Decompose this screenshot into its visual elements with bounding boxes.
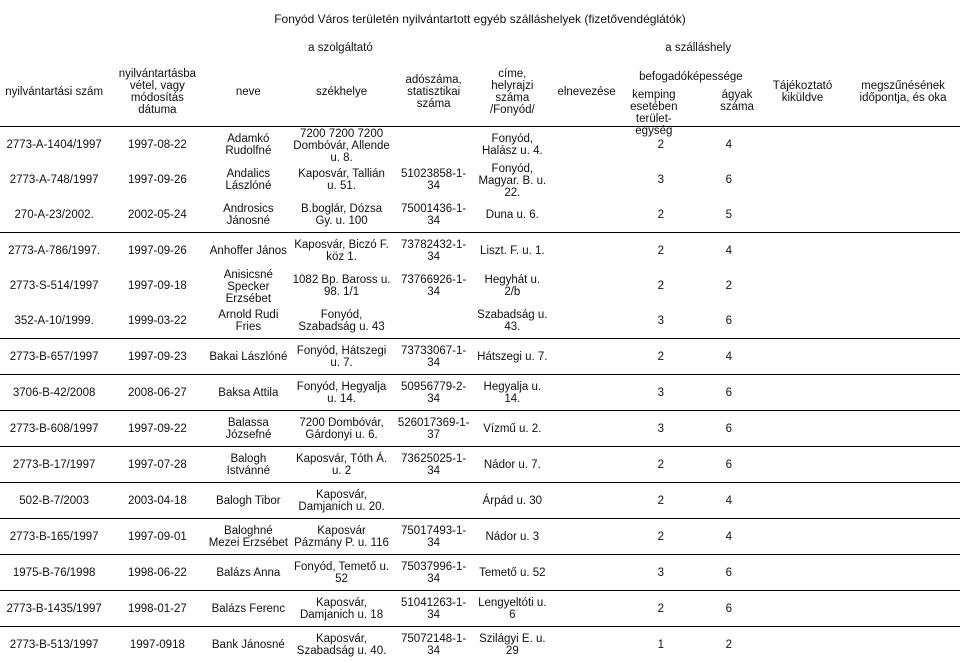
seat-cell: Kaposvár, Tóth Á. u. 2 <box>290 447 393 483</box>
col-header-camping: kemping esetében terület-egység <box>625 89 683 113</box>
rooms-cell: 2 <box>623 233 699 269</box>
info-cell <box>759 591 801 627</box>
group-header-provider: a szolgáltató <box>206 38 474 58</box>
termination-cell <box>846 233 960 269</box>
tax-no-cell: 75017493-1-34 <box>393 519 474 555</box>
designation-cell <box>550 591 623 627</box>
reg-no-cell: 2773-S-514/1997 <box>0 268 108 303</box>
table-row <box>0 233 960 269</box>
info-cell-2 <box>801 627 846 662</box>
name-cell: Bakai Lászlóné <box>206 339 290 375</box>
beds-cell: 5 <box>699 197 759 233</box>
name-cell: Anisicsné Specker Erzsébet <box>206 268 290 303</box>
col-header-seat: székhelye <box>290 58 393 127</box>
reg-no-cell: 3706-B-42/2008 <box>0 375 108 411</box>
tax-no-cell: 526017369-1-37 <box>393 411 474 447</box>
info-cell-2 <box>801 268 846 303</box>
rooms-cell: 3 <box>623 555 699 591</box>
reg-no-cell: 2773-B-657/1997 <box>0 339 108 375</box>
table-body <box>0 127 960 662</box>
name-cell: Balázs Anna <box>206 555 290 591</box>
termination-cell <box>846 197 960 233</box>
seat-cell: Fonyód, Hátszegi u. 7. <box>290 339 393 375</box>
reg-date-cell: 1997-09-22 <box>108 411 206 447</box>
address-cell: Hegyhát u. 2/b <box>474 268 550 303</box>
reg-date-cell: 1997-0918 <box>108 627 206 662</box>
info-cell-2 <box>801 197 846 233</box>
info-cell <box>759 411 801 447</box>
seat-cell: 1082 Bp. Baross u. 98. 1/1 <box>290 268 393 303</box>
beds-cell: 4 <box>699 519 759 555</box>
col-header-name: neve <box>206 58 290 127</box>
address-cell: Nádor u. 3 <box>474 519 550 555</box>
group-header-accommodation: a szálláshely <box>550 38 846 58</box>
info-cell-2 <box>801 591 846 627</box>
designation-cell <box>550 197 623 233</box>
col-header-tax-no: adószáma, statisztikai száma <box>393 58 474 127</box>
info-cell <box>759 303 801 339</box>
seat-cell: Kaposvár, Damjanich u. 20. <box>290 483 393 519</box>
info-cell-2 <box>801 339 846 375</box>
reg-no-cell: 270-A-23/2002. <box>0 197 108 233</box>
header-column-row <box>0 58 960 127</box>
name-cell: Bank Jánosné <box>206 627 290 662</box>
tax-no-cell: 75001436-1-34 <box>393 197 474 233</box>
designation-cell <box>550 162 623 197</box>
designation-cell <box>550 627 623 662</box>
address-cell: Fonyód, Magyar. B. u. 22. <box>474 162 550 197</box>
table-row <box>0 519 960 555</box>
designation-cell <box>550 127 623 163</box>
reg-date-cell: 1998-06-22 <box>108 555 206 591</box>
seat-cell: Kaposvár, Tallián u. 51. <box>290 162 393 197</box>
reg-no-cell: 2773-B-17/1997 <box>0 447 108 483</box>
table-row <box>0 483 960 519</box>
tax-no-cell: 75072148-1-34 <box>393 627 474 662</box>
reg-no-cell: 2773-A-1404/1997 <box>0 127 108 163</box>
rooms-cell: 2 <box>623 519 699 555</box>
info-cell-2 <box>801 233 846 269</box>
termination-cell <box>846 411 960 447</box>
address-cell: Hegyalja u. 14. <box>474 375 550 411</box>
designation-cell <box>550 233 623 269</box>
seat-cell: Fonyód, Hegyalja u. 14. <box>290 375 393 411</box>
tax-no-cell <box>393 483 474 519</box>
info-cell-2 <box>801 162 846 197</box>
col-header-termination: megszűnésének időpontja, és oka <box>846 58 960 127</box>
beds-cell: 6 <box>699 555 759 591</box>
reg-date-cell: 1997-09-26 <box>108 162 206 197</box>
name-cell: Andalics Lászlóné <box>206 162 290 197</box>
name-cell: Balassa Józsefné <box>206 411 290 447</box>
rooms-cell: 2 <box>623 447 699 483</box>
reg-date-cell: 1999-03-22 <box>108 303 206 339</box>
info-cell <box>759 519 801 555</box>
tax-no-cell <box>393 127 474 163</box>
tax-no-cell <box>393 303 474 339</box>
info-cell <box>759 268 801 303</box>
designation-cell <box>550 411 623 447</box>
termination-cell <box>846 447 960 483</box>
table-row <box>0 447 960 483</box>
rooms-cell: 3 <box>623 375 699 411</box>
seat-cell: Fonyód, Szabadság u. 43 <box>290 303 393 339</box>
col-header-reg-date: nyilvántartásba vétel, vagy módosítás dátuma <box>108 58 206 127</box>
table-row <box>0 555 960 591</box>
designation-cell <box>550 268 623 303</box>
tax-no-cell: 50956779-2-34 <box>393 375 474 411</box>
address-cell: Duna u. 6. <box>474 197 550 233</box>
info-cell <box>759 162 801 197</box>
rooms-cell: 2 <box>623 339 699 375</box>
tax-no-cell: 51023858-1-34 <box>393 162 474 197</box>
beds-cell: 4 <box>699 127 759 163</box>
tax-no-cell: 51041263-1-34 <box>393 591 474 627</box>
reg-date-cell: 1997-09-18 <box>108 268 206 303</box>
termination-cell <box>846 627 960 662</box>
reg-date-cell: 1997-07-28 <box>108 447 206 483</box>
page-title: Fonyód Város területén nyilvántartott egyéb szálláshelyek (fizetővendéglátók) <box>0 0 960 38</box>
reg-date-cell: 1997-08-22 <box>108 127 206 163</box>
info-cell <box>759 555 801 591</box>
address-cell: Liszt. F. u. 1. <box>474 233 550 269</box>
seat-cell: 7200 7200 7200 Dombóvár, Allende u. 8. <box>290 127 393 163</box>
col-header-capacity <box>623 58 759 127</box>
seat-cell: 7200 Dombóvár, Gárdonyi u. 6. <box>290 411 393 447</box>
table-row <box>0 375 960 411</box>
designation-cell <box>550 483 623 519</box>
info-cell <box>759 483 801 519</box>
info-cell <box>759 127 801 163</box>
accommodation-table <box>0 38 960 662</box>
info-cell-2 <box>801 447 846 483</box>
designation-cell <box>550 303 623 339</box>
rooms-cell: 3 <box>623 162 699 197</box>
termination-cell <box>846 268 960 303</box>
table-row <box>0 268 960 303</box>
termination-cell <box>846 127 960 163</box>
reg-no-cell: 2773-A-748/1997 <box>0 162 108 197</box>
address-cell: Nádor u. 7. <box>474 447 550 483</box>
address-cell: Fonyód, Halász u. 4. <box>474 127 550 163</box>
termination-cell <box>846 303 960 339</box>
reg-no-cell: 352-A-10/1999. <box>0 303 108 339</box>
reg-date-cell: 1997-09-01 <box>108 519 206 555</box>
designation-cell <box>550 447 623 483</box>
beds-cell: 4 <box>699 233 759 269</box>
table-row <box>0 339 960 375</box>
table-row <box>0 591 960 627</box>
col-header-address: címe, helyrajzi száma /Fonyód/ <box>474 58 550 127</box>
address-cell: Hátszegi u. 7. <box>474 339 550 375</box>
table-row <box>0 127 960 163</box>
info-cell <box>759 233 801 269</box>
table-row <box>0 627 960 662</box>
beds-cell: 6 <box>699 375 759 411</box>
name-cell: Baloghné Mezei Erzsébet <box>206 519 290 555</box>
tax-no-cell: 73625025-1-34 <box>393 447 474 483</box>
designation-cell <box>550 555 623 591</box>
termination-cell <box>846 519 960 555</box>
tax-no-cell: 73733067-1-34 <box>393 339 474 375</box>
name-cell: Balogh Tibor <box>206 483 290 519</box>
info-cell-2 <box>801 127 846 163</box>
info-cell <box>759 197 801 233</box>
rooms-cell: 3 <box>623 411 699 447</box>
name-cell: Balázs Ferenc <box>206 591 290 627</box>
termination-cell <box>846 591 960 627</box>
table-row <box>0 197 960 233</box>
tax-no-cell: 73782432-1-34 <box>393 233 474 269</box>
reg-no-cell: 2773-B-608/1997 <box>0 411 108 447</box>
seat-cell: B.boglár, Dózsa Gy. u. 100 <box>290 197 393 233</box>
info-cell-2 <box>801 411 846 447</box>
tax-no-cell: 75037996-1-34 <box>393 555 474 591</box>
beds-cell: 6 <box>699 303 759 339</box>
designation-cell <box>550 339 623 375</box>
termination-cell <box>846 483 960 519</box>
beds-cell: 2 <box>699 627 759 662</box>
tax-no-cell: 73766926-1-34 <box>393 268 474 303</box>
reg-no-cell: 2773-A-786/1997. <box>0 233 108 269</box>
beds-cell: 6 <box>699 591 759 627</box>
rooms-cell: 1 <box>623 627 699 662</box>
seat-cell: Kaposvár Pázmány P. u. 116 <box>290 519 393 555</box>
address-cell: Szabadság u. 43. <box>474 303 550 339</box>
address-cell: Szilágyi E. u. 29 <box>474 627 550 662</box>
name-cell: Adamkó Rudolfné <box>206 127 290 163</box>
info-cell <box>759 627 801 662</box>
name-cell: Arnold Rudi Fries <box>206 303 290 339</box>
reg-date-cell: 1997-09-23 <box>108 339 206 375</box>
info-cell <box>759 339 801 375</box>
info-cell-2 <box>801 303 846 339</box>
name-cell: Balogh Istvánné <box>206 447 290 483</box>
reg-no-cell: 2773-B-513/1997 <box>0 627 108 662</box>
name-cell: Anhoffer János <box>206 233 290 269</box>
address-cell: Temető u. 52 <box>474 555 550 591</box>
designation-cell <box>550 375 623 411</box>
termination-cell <box>846 162 960 197</box>
seat-cell: Fonyód, Temető u. 52 <box>290 555 393 591</box>
reg-no-cell: 502-B-7/2003 <box>0 483 108 519</box>
info-cell-2 <box>801 375 846 411</box>
reg-date-cell: 1997-09-26 <box>108 233 206 269</box>
beds-cell: 4 <box>699 483 759 519</box>
reg-date-cell: 1998-01-27 <box>108 591 206 627</box>
info-cell <box>759 375 801 411</box>
seat-cell: Kaposvár, Biczó F. köz 1. <box>290 233 393 269</box>
address-cell: Árpád u. 30 <box>474 483 550 519</box>
beds-cell: 2 <box>699 268 759 303</box>
rooms-cell: 3 <box>623 303 699 339</box>
rooms-cell: 2 <box>623 127 699 163</box>
info-cell <box>759 447 801 483</box>
rooms-cell: 2 <box>623 483 699 519</box>
info-cell-2 <box>801 519 846 555</box>
info-cell-2 <box>801 555 846 591</box>
beds-cell: 6 <box>699 447 759 483</box>
address-cell: Vízmű u. 2. <box>474 411 550 447</box>
col-header-info: Tájékoztató kiküldve <box>759 58 846 127</box>
col-header-designation: elnevezése <box>550 58 623 127</box>
col-header-capacity-label: befogadóképessége <box>625 71 757 83</box>
beds-cell: 4 <box>699 339 759 375</box>
header-group-row <box>0 38 960 58</box>
reg-date-cell: 2003-04-18 <box>108 483 206 519</box>
designation-cell <box>550 519 623 555</box>
name-cell: Androsics Jánosné <box>206 197 290 233</box>
reg-no-cell: 2773-B-1435/1997 <box>0 591 108 627</box>
address-cell: Lengyeltóti u. 6 <box>474 591 550 627</box>
rooms-cell: 2 <box>623 197 699 233</box>
seat-cell: Kaposvár, Szabadság u. 40. <box>290 627 393 662</box>
name-cell: Baksa Attila <box>206 375 290 411</box>
rooms-cell: 2 <box>623 268 699 303</box>
table-row <box>0 411 960 447</box>
reg-date-cell: 2002-05-24 <box>108 197 206 233</box>
rooms-cell: 2 <box>623 591 699 627</box>
col-header-reg-no: nyilvántartási szám <box>0 58 108 127</box>
table-row <box>0 162 960 197</box>
reg-no-cell: 2773-B-165/1997 <box>0 519 108 555</box>
termination-cell <box>846 555 960 591</box>
termination-cell <box>846 339 960 375</box>
reg-date-cell: 2008-06-27 <box>108 375 206 411</box>
beds-cell: 6 <box>699 411 759 447</box>
seat-cell: Kaposvár, Damjanich u. 18 <box>290 591 393 627</box>
termination-cell <box>846 375 960 411</box>
reg-no-cell: 1975-B-76/1998 <box>0 555 108 591</box>
info-cell-2 <box>801 483 846 519</box>
col-header-beds: ágyak száma <box>717 89 757 113</box>
table-row <box>0 303 960 339</box>
beds-cell: 6 <box>699 162 759 197</box>
